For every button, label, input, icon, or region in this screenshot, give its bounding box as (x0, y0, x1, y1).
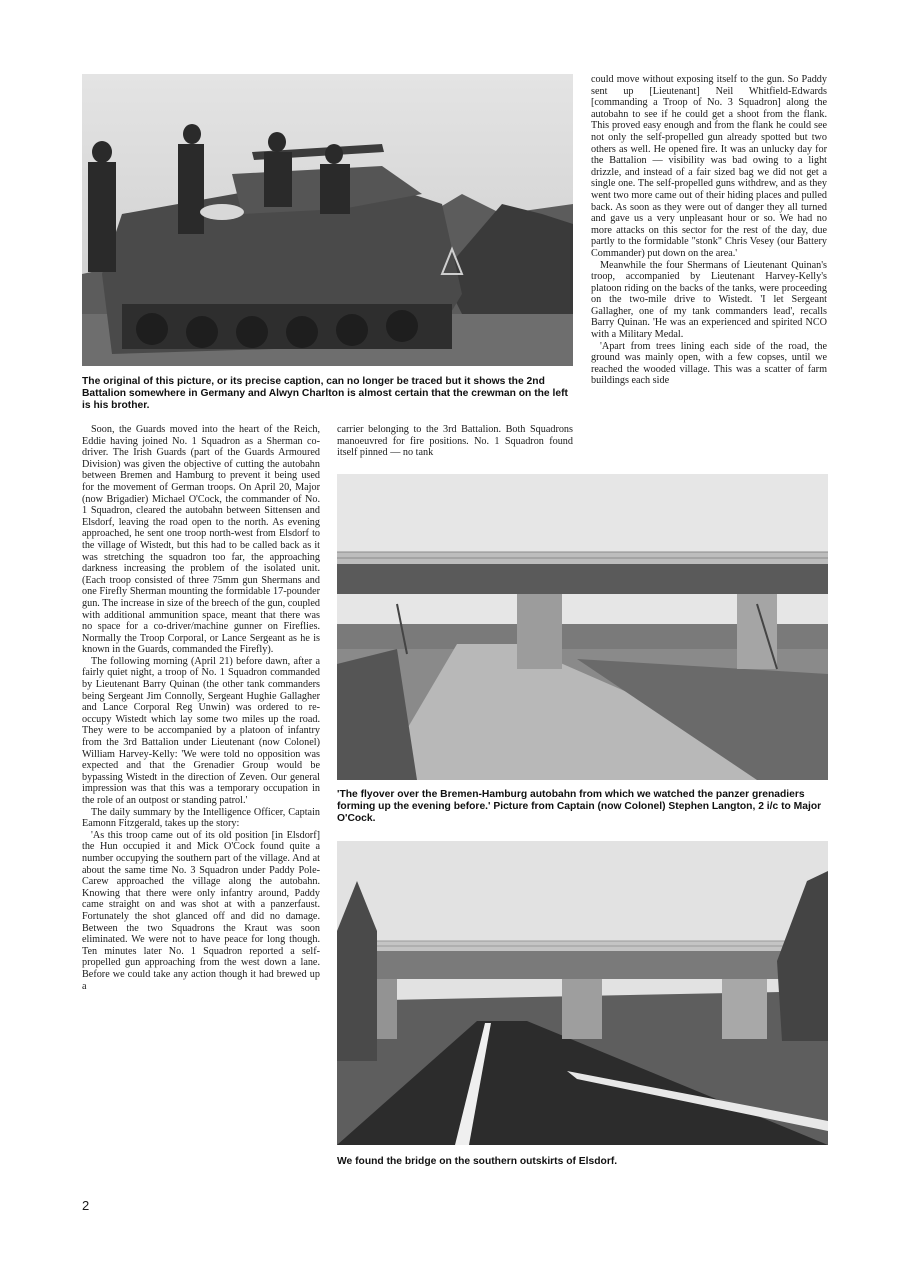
paragraph: Soon, the Guards moved into the heart of the Reich, Eddie having joined No. 1 Squadron as a Sherman co-driver. The Irish Guards (part of the Guards Armoured Division) was given the objective of cutting the autobahn between Bremen and Hamburg to prevent it being used for the movement of German troops. On April 20, Major (now Brigadier) Michael O'Cock, the commander of No. 1 Squadron, cleared the autobahn between Sittensen and Elsdorf, leaving the road open to the north. As evening approached, he sent one troop north-west from Elsdorf to the village of Wistedt, but this had to be called back as it was stretching the squadron too far, the approaching darkness increasing the problem of the isolated unit. (Each troop consisted of three 75mm gun Shermans and one Firefly Sherman mounting the formidable 17-pounder gun. The increase in size of the breech of the gun, coupled with additional ammunition space, meant that there was no space for a co-driver/machine gunner on Fireflies. Normally the Troop Corporal, or Lance Sergeant as he is known in the Guards, commanded the Firefly). (82, 424, 320, 656)
text-column-1 (82, 424, 320, 992)
paragraph: The daily summary by the Intelligence Officer, Captain Eamonn Fitzgerald, takes up the story: (82, 806, 320, 830)
paragraph: could move without exposing itself to the gun. So Paddy sent up [Lieutenant] Neil Whitfield-Edwards [commanding a Troop of No. 3 Squadron] along the autobahn to see if he could get a shoot from the flank. This proved easy enough and from the flank he could see not only the self-propelled gun already spotted but two others as well. He opened fire. It was an unlucky day for the Battalion — visibility was bad owing to a light drizzle, and instead of a fair sized bag we did not get a single one. The self-propelled guns withdrew, and as they went two more came out of their hiding places and pulled back. As soon as they were out of danger they all turned and gave us a very unpleasant hour or so. We had no more attacks on this sector for the rest of the day, due partly to the formidable "stonk" Chris Vesey (our Battery Commander) put down on the area.' (591, 74, 827, 259)
page-number: 2 (82, 1198, 90, 1213)
text-column-2 (337, 424, 573, 459)
paragraph: The following morning (April 21) before dawn, after a fairly quiet night, a troop of No. 1 Squadron commanded by Lieutenant Barry Quinan (the other tank commanders being Sergeant Jim Connolly, Sergeant Hughie Gallagher and Lance Corporal Reg Unwin) was ordered to re-occupy Wistedt which lay some two miles up the road. They were to be accompanied by a platoon of infantry from the 3rd Battalion under Lieutenant (now Colonel) William Harvey-Kelly: 'We were told no opposition was expected and that the Grenadier Group would be bypassing Wistedt in the direction of Zeven. Our general impression was that this was a temporary occupation in the role of an outpost or standing patrol.' (82, 655, 320, 806)
paragraph: Meanwhile the four Shermans of Lieutenant Quinan's troop, accompanied by Lieutenant Harvey-Kelly's platoon riding on the backs of the tanks, were proceeding on the two-mile drive to Wistedt. 'I let Sergeant Gallagher, one of my tank commanders lead', recalls Barry Quinan. 'He was an experienced and spirited NCO with a Military Medal. (591, 259, 827, 341)
bridge-photo (337, 841, 828, 1145)
tank-photo-caption: The original of this picture, or its precise caption, can no longer be traced but it shows the 2nd Battalion somewhere in Germany and Alwyn Charlton is almost certain that the crewman on the left is his brother. (82, 376, 568, 412)
flyover-photo-caption: 'The flyover over the Bremen-Hamburg autobahn from which we watched the panzer grenadiers forming up the evening before.' Picture from Captain (now Colonel) Stephen Langton, 2 i/c to Major O'Cock. (337, 789, 822, 825)
paragraph: 'Apart from trees lining each side of the road, the ground was mainly open, with a few copses, until we reached the wooded village. This was a scatter of farm buildings each side (591, 340, 827, 387)
tank-photo (82, 74, 573, 366)
bridge-photo-caption: We found the bridge on the southern outskirts of Elsdorf. (337, 1156, 618, 1167)
paragraph: carrier belonging to the 3rd Battalion. Both Squadrons manoeuvred for fire positions. No. 1 Squadron found itself pinned — no tank (337, 424, 573, 459)
paragraph: 'As this troop came out of its old position [in Elsdorf] the Hun occupied it and Mick O'Cock found quite a number occupying the southern part of the village. And at about the same time No. 3 Squadron under Paddy Pole-Carew approached the village along the autobahn. Knowing that there were only infantry around, Paddy came straight on and was shot at with a panzerfaust. Fortunately the shot glanced off and did no damage. Between the two Squadrons the Kraut was soon eliminated. We were not to have peace for long though. Ten minutes later No. 1 Squadron reported a self-propelled gun approaching from the west down a lane. Before we could take any action though it had brewed up a (82, 829, 320, 992)
flyover-photo (337, 474, 828, 780)
text-column-3 (591, 74, 827, 387)
